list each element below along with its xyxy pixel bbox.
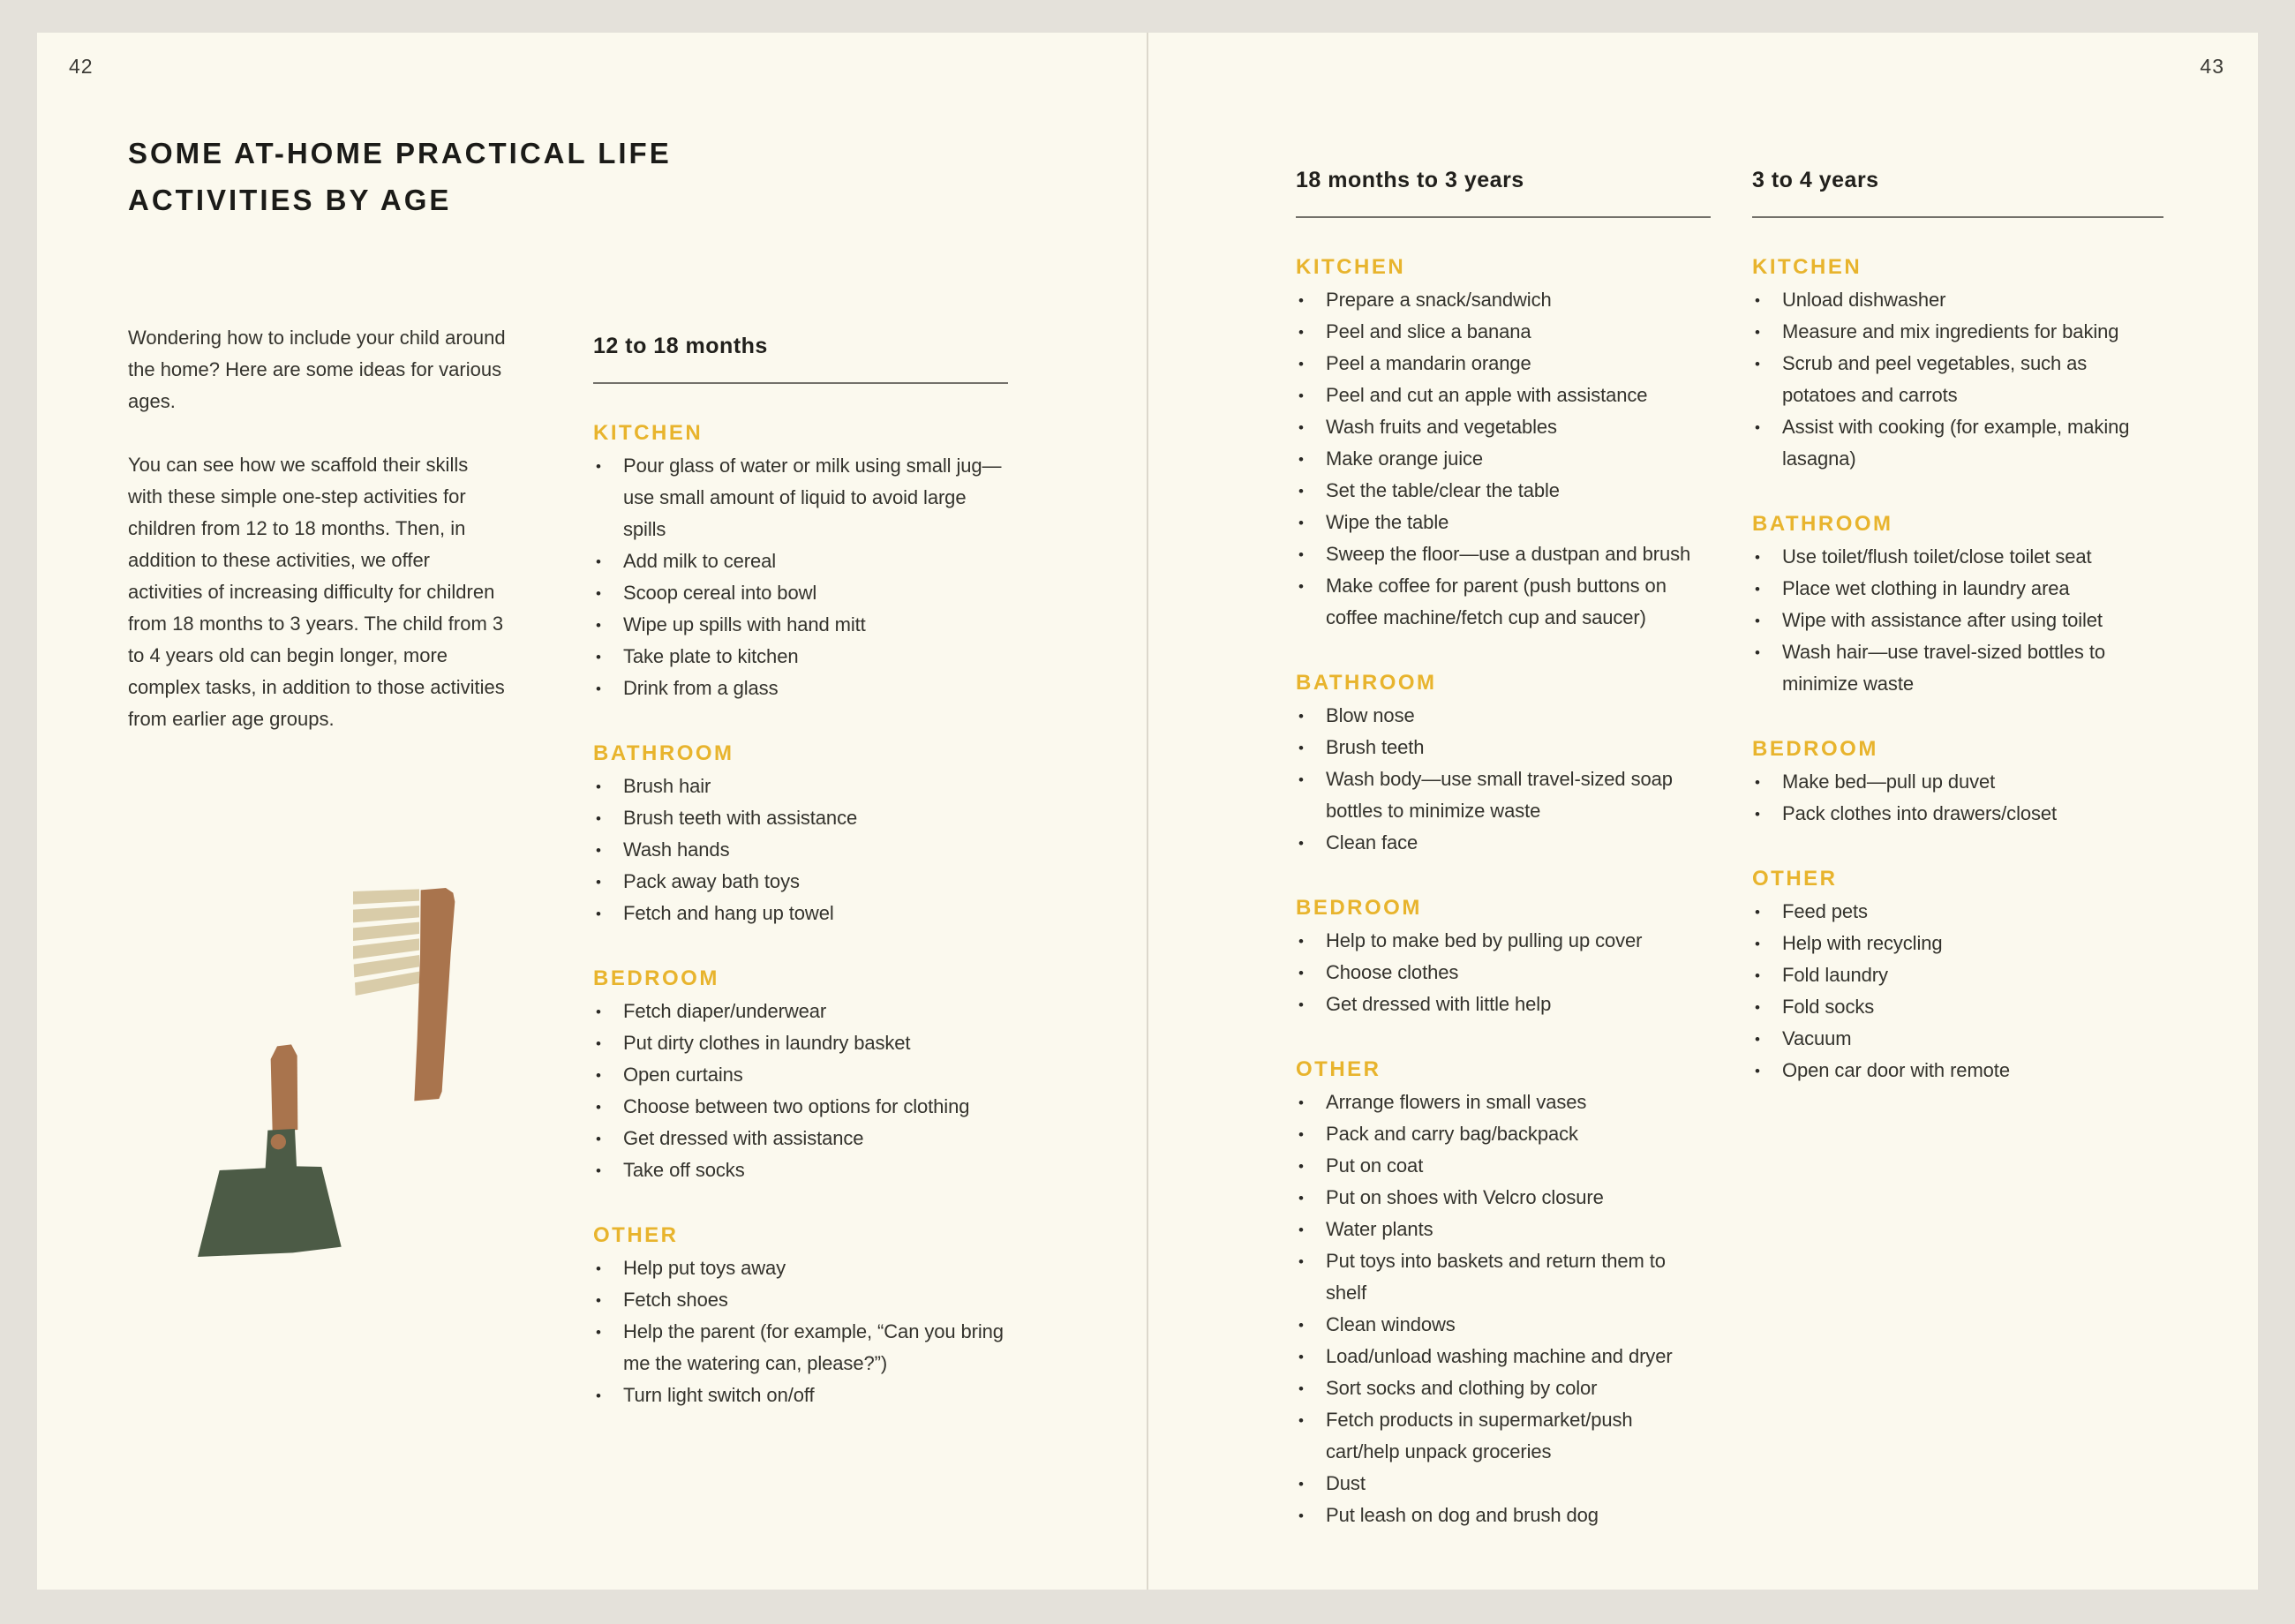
section-title: OTHER <box>1752 867 1838 891</box>
activity-item: • Water plants <box>1296 1214 1711 1245</box>
activity-section <box>1296 896 1711 1020</box>
dustpan-rivet-icon <box>271 1134 286 1149</box>
section-title: KITCHEN <box>593 421 704 445</box>
activity-item: • Use toilet/flush toilet/close toilet seat <box>1752 541 2163 573</box>
activity-item: • Pack clothes into drawers/closet <box>1752 798 2163 830</box>
activity-item: • Peel a mandarin orange <box>1296 348 1711 380</box>
activity-item: • Take off socks <box>593 1154 1008 1186</box>
activity-section <box>1752 737 2163 830</box>
activity-section <box>593 1223 1008 1411</box>
activity-item: • Set the table/clear the table <box>1296 475 1711 507</box>
activity-item: • Help with recycling <box>1752 928 2163 959</box>
activity-item: • Scrub and peel vegetables, such as potatoes and carrots <box>1752 348 2163 411</box>
activity-item: • Sort socks and clothing by color <box>1296 1372 1711 1404</box>
activity-item: • Peel and slice a banana <box>1296 316 1711 348</box>
activity-item: • Wash hands <box>593 834 1008 866</box>
activity-item: • Put on shoes with Velcro closure <box>1296 1182 1711 1214</box>
section-title: BATHROOM <box>1752 512 1893 536</box>
activity-list <box>1296 700 1711 859</box>
dustpan-handle-icon <box>271 1044 298 1132</box>
section-title: BEDROOM <box>1296 896 1422 920</box>
activity-item: • Wipe up spills with hand mitt <box>593 609 1008 641</box>
activity-item: • Load/unload washing machine and dryer <box>1296 1341 1711 1372</box>
age-group-header: 18 months to 3 years <box>1296 168 1711 218</box>
age-column-3-to-4-years <box>1752 168 2163 1086</box>
dustpan-and-brush-illustration <box>159 865 600 1439</box>
section-title: BEDROOM <box>593 966 719 990</box>
section-title: OTHER <box>593 1223 679 1247</box>
activity-item: • Wash body—use small travel-sized soap bottles to minimize waste <box>1296 763 1711 827</box>
activity-item: • Unload dishwasher <box>1752 284 2163 316</box>
activity-item: • Brush hair <box>593 771 1008 802</box>
activity-item: • Fold socks <box>1752 991 2163 1023</box>
activity-item: • Open car door with remote <box>1752 1055 2163 1086</box>
activity-list <box>1752 766 2163 830</box>
activity-section <box>1296 671 1711 859</box>
activity-section <box>1752 867 2163 1086</box>
activity-item: • Fetch products in supermarket/push cart/help unpack groceries <box>1296 1404 1711 1468</box>
activity-list <box>1752 541 2163 700</box>
age-group-header: 12 to 18 months <box>593 334 1008 384</box>
activity-section <box>593 421 1008 704</box>
activity-item: • Wipe with assistance after using toilet <box>1752 605 2163 636</box>
activity-section <box>593 966 1008 1186</box>
activity-section <box>1296 1057 1711 1531</box>
activity-item: • Vacuum <box>1752 1023 2163 1055</box>
section-title: BEDROOM <box>1752 737 1878 761</box>
section-title: OTHER <box>1296 1057 1381 1081</box>
activity-list <box>593 771 1008 929</box>
book-spread <box>37 33 2258 1590</box>
activity-list <box>1296 1086 1711 1531</box>
section-title: BATHROOM <box>1296 671 1437 695</box>
activity-item: • Place wet clothing in laundry area <box>1752 573 2163 605</box>
activity-list <box>1296 925 1711 1020</box>
age-column-12-to-18-months <box>593 334 1008 1411</box>
activity-item: • Put toys into baskets and return them to shelf <box>1296 1245 1711 1309</box>
activity-item: • Take plate to kitchen <box>593 641 1008 673</box>
activity-item: • Wash hair—use travel-sized bottles to minimize waste <box>1752 636 2163 700</box>
activity-item: • Make orange juice <box>1296 443 1711 475</box>
activity-item: • Fetch and hang up towel <box>593 898 1008 929</box>
activity-item: • Arrange flowers in small vases <box>1296 1086 1711 1118</box>
brush-bristles-icon <box>353 889 419 996</box>
activity-item: • Fold laundry <box>1752 959 2163 991</box>
activity-item: • Make coffee for parent (push buttons on coffee machine/fetch cup and saucer) <box>1296 570 1711 634</box>
activity-item: • Dust <box>1296 1468 1711 1500</box>
section-title: BATHROOM <box>593 741 734 765</box>
activity-list <box>1296 284 1711 634</box>
intro-paragraph-1: Wondering how to include your child around the home? Here are some ideas for various ages. <box>128 327 506 412</box>
activity-item: • Brush teeth with assistance <box>593 802 1008 834</box>
activity-item: • Prepare a snack/sandwich <box>1296 284 1711 316</box>
activity-item: • Help the parent (for example, “Can you bring me the watering can, please?”) <box>593 1316 1008 1380</box>
activity-item: • Pour glass of water or milk using small jug—use small amount of liquid to avoid large spills <box>593 450 1008 545</box>
activity-item: • Make bed—pull up duvet <box>1752 766 2163 798</box>
intro-paragraph-2: You can see how we scaffold their skills with these simple one-step activities for children from 12 to 18 months. Then, in addition to these activities, we offer activities of increasing difficulty for children from 18 months to 3 years. The child from 3 to 4 years old can begin longer, more complex tasks, in addition to those activities from earlier age groups. <box>128 454 505 730</box>
activity-section <box>1752 512 2163 700</box>
page-number-right: 43 <box>2200 55 2224 78</box>
activity-item: • Open curtains <box>593 1059 1008 1091</box>
activity-item: • Put dirty clothes in laundry basket <box>593 1027 1008 1059</box>
activity-section <box>1296 255 1711 634</box>
activity-item: • Clean windows <box>1296 1309 1711 1341</box>
activity-item: • Turn light switch on/off <box>593 1380 1008 1411</box>
activity-item: • Clean face <box>1296 827 1711 859</box>
page-number-left: 42 <box>69 55 94 78</box>
activity-section <box>1752 255 2163 475</box>
activity-item: • Get dressed with assistance <box>593 1123 1008 1154</box>
section-title: KITCHEN <box>1752 255 1862 279</box>
page-title-line-2: ACTIVITIES BY AGE <box>128 184 452 216</box>
section-title: KITCHEN <box>1296 255 1406 279</box>
activity-item: • Help to make bed by pulling up cover <box>1296 925 1711 957</box>
activity-item: • Peel and cut an apple with assistance <box>1296 380 1711 411</box>
brush-handle-icon <box>414 888 455 1101</box>
activity-item: • Measure and mix ingredients for baking <box>1752 316 2163 348</box>
page-title-line-1: SOME AT-HOME PRACTICAL LIFE <box>128 137 672 169</box>
activity-item: • Feed pets <box>1752 896 2163 928</box>
age-group-header: 3 to 4 years <box>1752 168 2163 218</box>
activity-item: • Assist with cooking (for example, making lasagna) <box>1752 411 2163 475</box>
activity-item: • Drink from a glass <box>593 673 1008 704</box>
dustpan-pan-icon <box>198 1129 342 1257</box>
activity-item: • Blow nose <box>1296 700 1711 732</box>
age-column-18-months-to-3-years <box>1296 168 1711 1531</box>
page-spine-divider <box>1147 33 1148 1590</box>
activity-item: • Pack and carry bag/backpack <box>1296 1118 1711 1150</box>
activity-item: • Choose between two options for clothing <box>593 1091 1008 1123</box>
activity-item: • Sweep the floor—use a dustpan and brush <box>1296 538 1711 570</box>
activity-item: • Put on coat <box>1296 1150 1711 1182</box>
activity-list <box>593 1252 1008 1411</box>
activity-item: • Wipe the table <box>1296 507 1711 538</box>
activity-item: • Fetch diaper/underwear <box>593 996 1008 1027</box>
activity-item: • Pack away bath toys <box>593 866 1008 898</box>
activity-item: • Wash fruits and vegetables <box>1296 411 1711 443</box>
activity-list <box>1752 284 2163 475</box>
activity-item: • Choose clothes <box>1296 957 1711 989</box>
activity-item: • Brush teeth <box>1296 732 1711 763</box>
activity-section <box>593 741 1008 929</box>
activity-item: • Fetch shoes <box>593 1284 1008 1316</box>
intro-text <box>128 322 516 767</box>
activity-list <box>593 996 1008 1186</box>
activity-item: • Put leash on dog and brush dog <box>1296 1500 1711 1531</box>
page-title <box>128 130 672 223</box>
activity-item: • Scoop cereal into bowl <box>593 577 1008 609</box>
activity-item: • Add milk to cereal <box>593 545 1008 577</box>
activity-list <box>1752 896 2163 1086</box>
activity-item: • Help put toys away <box>593 1252 1008 1284</box>
activity-list <box>593 450 1008 704</box>
activity-item: • Get dressed with little help <box>1296 989 1711 1020</box>
